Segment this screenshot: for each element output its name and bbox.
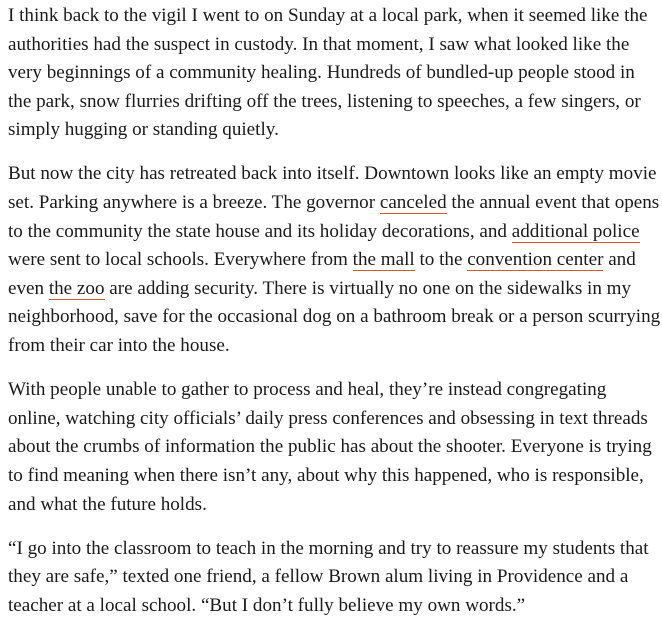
paragraph-text: the annual event that opens to the community the state house and its holiday decorations, and [8,192,660,242]
paragraph-online-congregating: With people unable to gather to process and heal, they’re instead congregating online, watching city officials’ daily press conferences and obsessing in text threads about the crumbs of information the public has about the shooter. Everyone is trying to find meaning when there isn’t any, about why this happened, who is responsible, and what the future holds. [8,379,652,515]
paragraph-text: But now the city has retreated back into itself. Downtown looks like an empty movie set. Parking anywhere is a breeze. The governor [8,163,657,214]
paragraph-friend-quote: “I go into the classroom to teach in the morning and try to reassure my students that they are safe,” texted one friend, a fellow Brown alum living in Providence and a teacher at a local school. “But I don’t fully believe my own words.” [8,537,649,616]
paragraph-text: were sent to local schools. Everywhere from [8,249,353,271]
paragraph-text: are adding security. There is virtually no one on the sidewalks in my neighborhood, save for the occasional dog on a bathroom break or a person scurrying from their car into the house. [8,277,661,357]
link-the-mall[interactable]: the mall [352,249,415,271]
paragraph-text: and even [8,249,636,299]
link-canceled[interactable]: canceled [379,192,447,214]
paragraph-text: to the [414,249,468,271]
link-the-zoo[interactable]: the zoo [48,277,105,299]
article-body [8,0,662,620]
paragraph-city-retreat [8,160,662,360]
paragraph-vigil: I think back to the vigil I went to on Sunday at a local park, when it seemed like the authorities had the suspect in custody. In that moment, I saw what looked like the very beginnings of a community healing. Hundreds of bundled-up people stood in the park, snow flurries drifting off the trees, listening to speeches, a few singers, or simply hugging or standing quietly. [8,5,648,141]
link-convention-center[interactable]: convention center [467,249,604,271]
link-additional-police[interactable]: additional police [511,220,640,242]
